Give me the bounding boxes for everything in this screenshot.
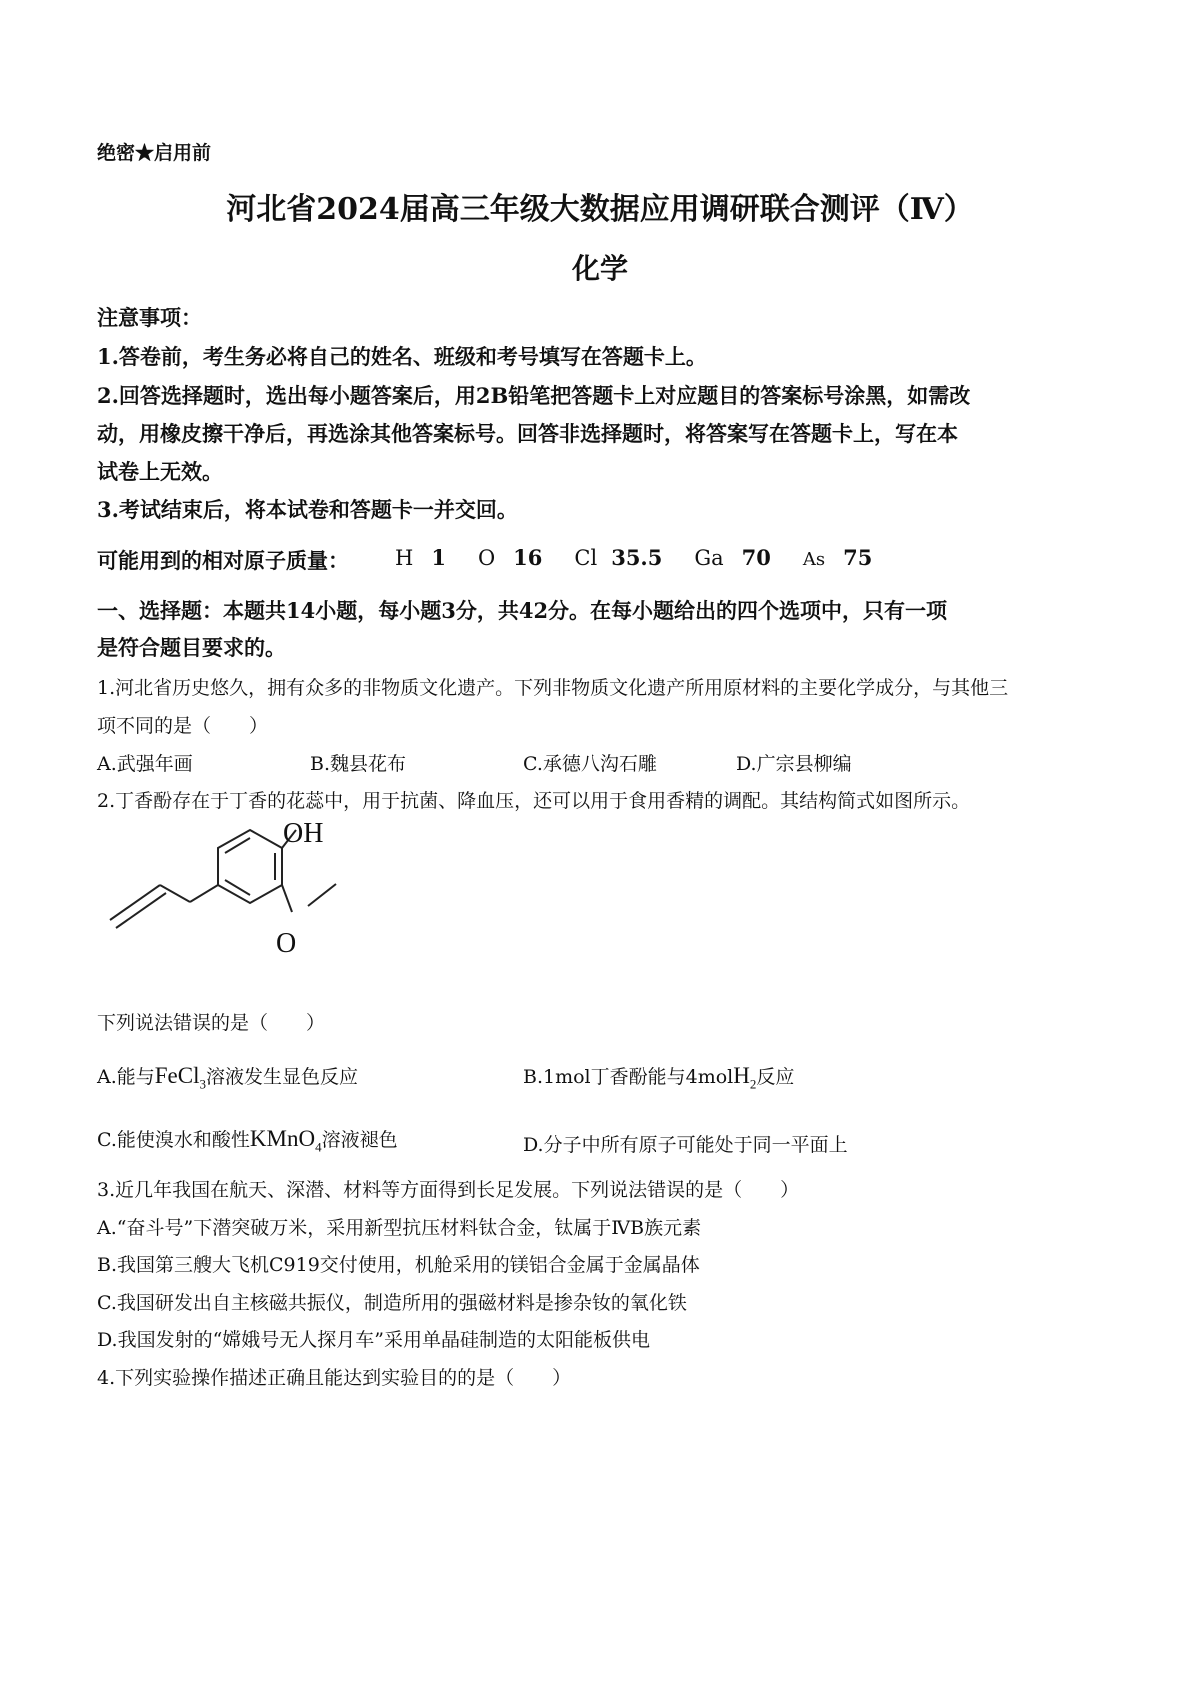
element-symbol: H <box>395 546 414 570</box>
atomic-mass-label: 可能用到的相对原子质量： <box>97 548 349 573</box>
note-item: 试卷上无效。 <box>97 459 223 484</box>
option-text: C.能使溴水和酸性 <box>97 1129 250 1151</box>
element-symbol: Cl <box>574 546 598 570</box>
option-text: 反应 <box>756 1066 795 1088</box>
option-text: A.能与 <box>97 1066 155 1088</box>
formula <box>733 1063 757 1092</box>
question-2-option-b <box>523 1062 794 1093</box>
section-heading: 一、选择题：本题共14小题，每小题3分，共42分。在每小题给出的四个选项中，只有一项 <box>97 598 948 623</box>
question-2-option-a <box>97 1062 358 1093</box>
question-3-option-b: B.我国第三艘大飞机C919交付使用，机舱采用的镁铝合金属于金属晶体 <box>97 1254 700 1276</box>
question-3-stem: 3.近几年我国在航天、深潜、材料等方面得到长足发展。下列说法错误的是（ ） <box>97 1179 800 1201</box>
note-item: 3.考试结束后，将本试卷和答题卡一并交回。 <box>97 497 518 522</box>
methoxy-oxygen-label: O <box>276 928 297 959</box>
question-2-option-c <box>97 1125 398 1156</box>
option-text: 溶液褪色 <box>321 1129 398 1151</box>
question-1-option-a: A.武强年画 <box>97 753 193 775</box>
option-text: 溶液发生显色反应 <box>206 1066 359 1088</box>
question-1-option-b: B.魏县花布 <box>310 753 407 775</box>
question-3-option-a: A.“奋斗号”下潜突破万米，采用新型抗压材料钛合金，钛属于ⅣB族元素 <box>97 1217 702 1239</box>
element-mass: 16 <box>513 545 543 570</box>
element-symbol: O <box>477 546 496 570</box>
formula-main: H <box>733 1063 750 1088</box>
option-text: B.1mol丁香酚能与4mol <box>523 1066 734 1088</box>
note-item: 动，用橡皮擦干净后，再选涂其他答案标号。回答非选择题时，将答案写在答题卡上，写在本 <box>97 421 958 446</box>
question-2-option-d: D.分子中所有原子可能处于同一平面上 <box>523 1134 848 1156</box>
formula-sub: 3 <box>199 1076 206 1092</box>
formula <box>154 1063 206 1092</box>
question-1-option-c: C.承德八沟石雕 <box>523 753 657 775</box>
benzene-ring <box>218 830 282 903</box>
question-3-option-d: D.我国发射的“嫦娥号无人探月车”采用单晶硅制造的太阳能板供电 <box>97 1329 651 1351</box>
question-1-option-d: D.广宗县柳编 <box>736 753 852 775</box>
question-2-ask: 下列说法错误的是（ ） <box>97 1012 326 1034</box>
question-1-stem-cont: 项不同的是（ ） <box>97 715 269 737</box>
element-mass: 1 <box>431 545 446 570</box>
confidential-label: 绝密★启用前 <box>97 142 212 164</box>
formula-sub: 4 <box>315 1139 322 1155</box>
element-symbol: As <box>802 549 826 570</box>
question-1-stem: 1.河北省历史悠久，拥有众多的非物质文化遗产。下列非物质文化遗产所用原材料的主要化学成分，与其他三 <box>97 677 1009 699</box>
atomic-mass-list <box>395 545 872 570</box>
question-4-stem: 4.下列实验操作描述正确且能达到实验目的的是（ ） <box>97 1367 572 1389</box>
note-item: 2.回答选择题时，选出每小题答案后，用2B铅笔把答题卡上对应题目的答案标号涂黑，如需改 <box>97 383 971 408</box>
note-item: 1.答卷前，考生务必将自己的姓名、班级和考号填写在答题卡上。 <box>97 344 707 369</box>
element-mass: 35.5 <box>611 545 663 570</box>
element-mass: 70 <box>741 545 771 570</box>
exam-title: 河北省2024届高三年级大数据应用调研联合测评（Ⅳ） <box>226 192 974 227</box>
formula-sub: 2 <box>749 1076 757 1092</box>
formula <box>249 1126 322 1155</box>
section-heading-cont: 是符合题目要求的。 <box>97 635 286 660</box>
notes-heading: 注意事项： <box>97 305 202 330</box>
hydroxyl-label: OH <box>283 818 324 849</box>
element-mass: 75 <box>843 545 873 570</box>
subject-title: 化学 <box>571 252 628 285</box>
question-3-option-c: C.我国研发出自主核磁共振仪，制造所用的强磁材料是掺杂钕的氧化铁 <box>97 1292 687 1314</box>
formula-main: KMnO <box>249 1126 316 1151</box>
formula-main: FeCl <box>154 1063 200 1088</box>
element-symbol: Ga <box>694 546 724 570</box>
question-2-stem: 2.丁香酚存在于丁香的花蕊中，用于抗菌、降血压，还可以用于食用香精的调配。其结构简式如图所示。 <box>97 790 971 812</box>
